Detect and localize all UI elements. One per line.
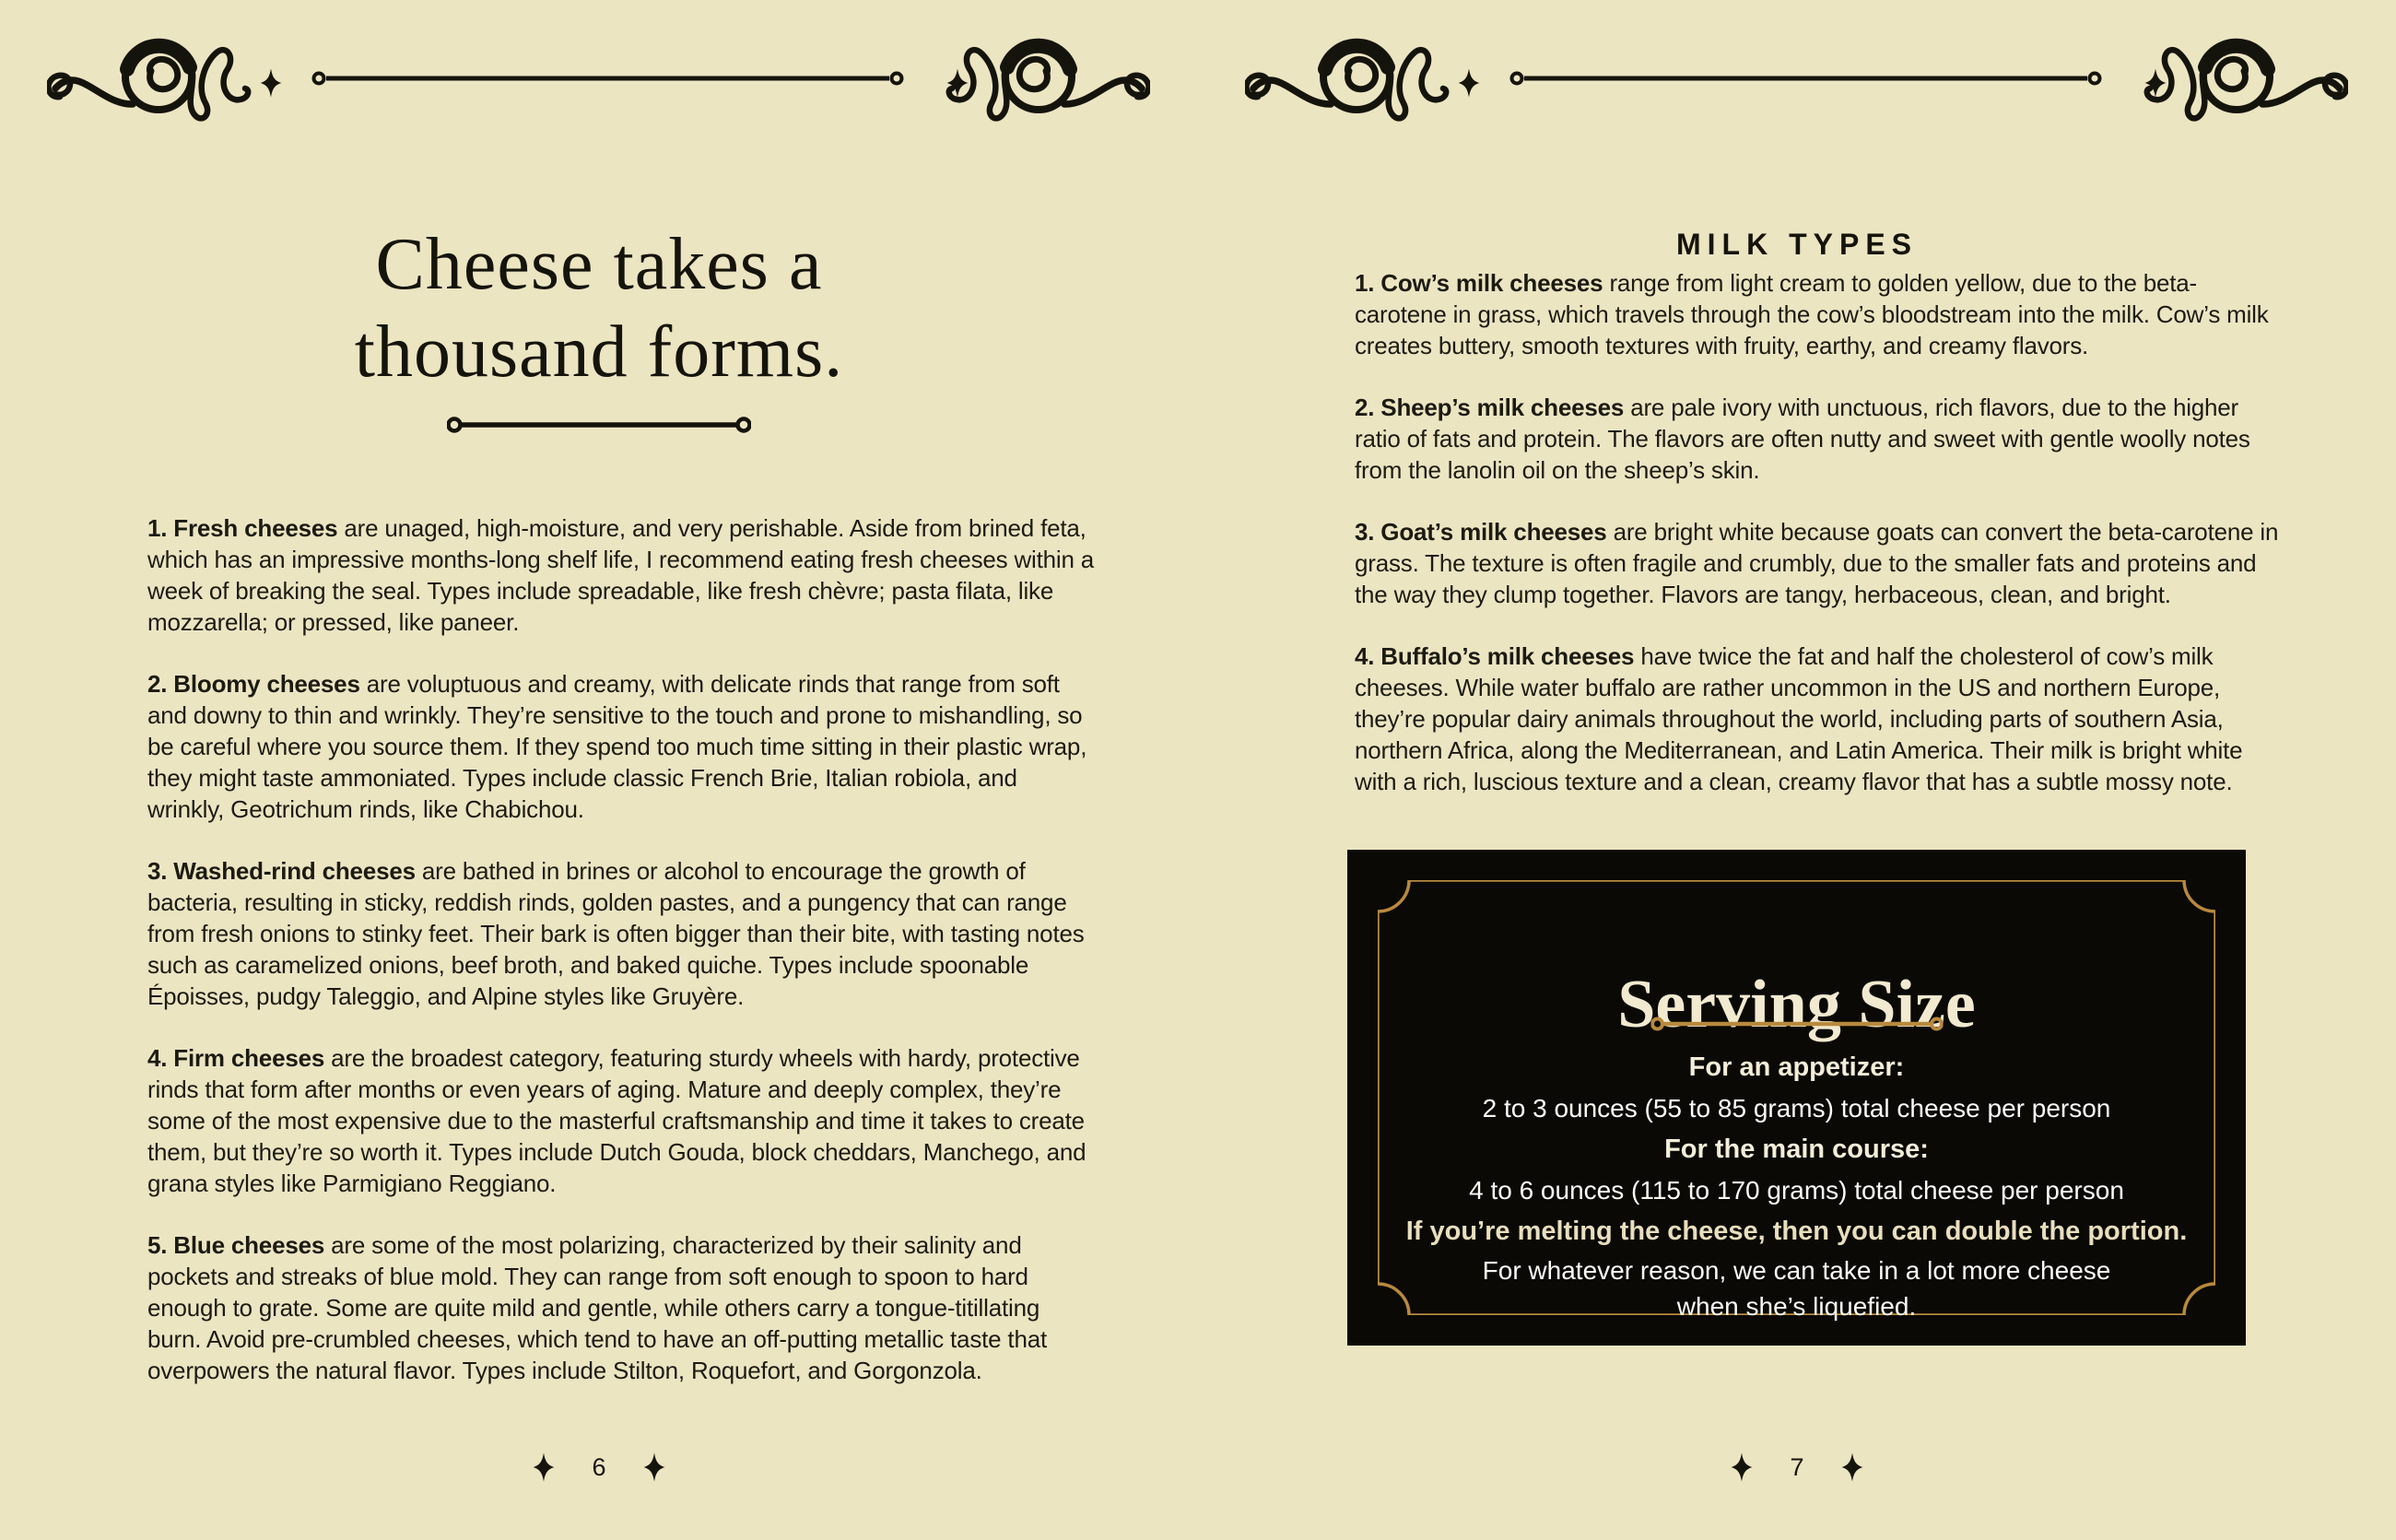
item-lead: Goat’s milk cheeses	[1380, 518, 1607, 546]
item-lead: Fresh cheeses	[173, 514, 338, 542]
item-text: are bright white because goats can convert the beta-carotene in grass. The texture is often fragile and crumbly, due to the smaller fats and proteins and the way they clump together. Flavors are tangy, herbaceous, clean, and bright.	[1355, 518, 2279, 608]
item-text: are some of the most polarizing, characterized by their salinity and pockets and streaks of blue mold. They can range from soft enough to spoon to hard enough to grate. Some are quite mild and gentle, while others carry a tongue-titillating burn. Avoid pre-crumbled cheeses, which tend to have an off-putting metallic taste that overpowers the natural flavor. Types include Stilton, Roquefort, and Gorgonzola.	[147, 1231, 1047, 1384]
item-lead: Buffalo’s milk cheeses	[1380, 642, 1635, 670]
cheese-forms-list	[147, 512, 1097, 1417]
header-flourish-ornament-icon	[47, 24, 1150, 122]
list-item	[147, 1042, 1097, 1199]
item-number: 4.	[147, 1044, 168, 1072]
item-lead: Blue cheeses	[173, 1231, 325, 1259]
sparkle-icon	[643, 1452, 665, 1482]
gold-divider-rule-icon	[1650, 1016, 1943, 1032]
list-item	[147, 668, 1097, 825]
item-number: 5.	[147, 1231, 168, 1259]
card-note-text: when she’s liquefied.	[1676, 1291, 1917, 1321]
sparkle-icon	[1841, 1452, 1863, 1482]
item-text: are the broadest category, featuring sturdy wheels with hardy, protective rinds that form after months or even years of aging. Mature and deeply complex, they’re some of the most expensive due to the masterful craftsmanship and time it takes to create them, but they’re so worth it. Types include Dutch Gouda, block cheddars, Manchego, and grana styles like Parmigiano Reggiano.	[147, 1044, 1086, 1197]
item-number: 1.	[147, 514, 168, 542]
item-number: 3.	[147, 857, 168, 885]
page-footer	[0, 1452, 1198, 1482]
item-text: are voluptuous and creamy, with delicate rinds that range from soft and downy to thin and wrinkly. They’re sensitive to the touch and prone to mishandling, so be careful where you source them. If they spend too much time sitting in their plastic wrap, they might taste ammoniated. Types include classic French Brie, Italian robiola, and wrinkly, Geotrichum rinds, like Chabichou.	[147, 670, 1087, 823]
right-page	[1198, 0, 2396, 1540]
card-group-value: 2 to 3 ounces (55 to 85 grams) total cheese per person	[1482, 1093, 2111, 1123]
item-text: are bathed in brines or alcohol to encourage the growth of bacteria, resulting in sticky, reddish rinds, golden pastes, and a pungency that can range from fresh onions to stinky feet. Their bark is often bigger than their bite, with tasting notes such as caramelized onions, beef broth, and baked quiche. Types include spoonable Époisses, pudgy Taleggio, and Alpine styles like Gruyère.	[147, 857, 1085, 1010]
list-item	[147, 512, 1097, 638]
list-item	[1355, 641, 2281, 797]
page-footer	[1198, 1452, 2396, 1482]
card-body	[1392, 1047, 2202, 1324]
card-title: Serving Size	[1617, 967, 1976, 1042]
item-lead: Cow’s milk cheeses	[1380, 269, 1603, 297]
item-number: 1.	[1355, 269, 1375, 297]
card-note-heading: If you’re melting the cheese, then you can double the portion.	[1405, 1217, 2188, 1246]
section-title: MILK TYPES	[1675, 227, 1918, 261]
list-item	[147, 1229, 1097, 1386]
item-text: are unaged, high-moisture, and very perishable. Aside from brined feta, which has an impressive months-long shelf life, I recommend eating fresh cheeses within a week of breaking the seal. Types include spreadable, like fresh chèvre; pasta filata, like mozzarella; or pressed, like paneer.	[147, 514, 1095, 636]
item-lead: Sheep’s milk cheeses	[1380, 394, 1625, 421]
sparkle-icon	[533, 1452, 555, 1482]
item-lead: Firm cheeses	[173, 1044, 325, 1072]
page-number: 7	[1790, 1452, 1804, 1481]
list-item	[1355, 392, 2281, 486]
list-item	[1355, 267, 2281, 361]
item-number: 2.	[1355, 394, 1375, 421]
sparkle-icon	[1731, 1452, 1753, 1482]
serving-size-card	[1347, 850, 2246, 1346]
item-number: 4.	[1355, 642, 1375, 670]
page-title-line2: thousand forms.	[354, 311, 844, 393]
card-note-text: For whatever reason, we can take in a lot more cheese	[1482, 1255, 2111, 1285]
page-title-line1: Cheese takes a	[375, 223, 823, 305]
page-title	[0, 221, 1198, 396]
header-flourish-ornament-icon	[1245, 24, 2348, 122]
card-group-value: 4 to 6 ounces (115 to 170 grams) total cheese per person	[1469, 1175, 2124, 1205]
item-text: have twice the fat and half the cholesterol of cow’s milk cheeses. While water buffalo are rather uncommon in the US and northern Europe, they’re popular dairy animals throughout the world, including parts of southern Asia, northern Africa, along the Mediterranean, and Latin America. Their milk is bright white with a rich, luscious texture and a clean, creamy flavor that has a subtle mossy note.	[1355, 642, 2243, 795]
item-number: 3.	[1355, 518, 1375, 546]
milk-types-list	[1355, 267, 2281, 828]
item-lead: Washed-rind cheeses	[173, 857, 416, 885]
page-number: 6	[592, 1452, 606, 1481]
list-item	[147, 855, 1097, 1012]
item-text: are pale ivory with unctuous, rich flavors, due to the higher ratio of fats and protein. The flavors are often nutty and sweet with gentle woolly notes from the lanolin oil on the sheep’s skin.	[1355, 394, 2250, 484]
card-group-heading: For an appetizer:	[1688, 1052, 1905, 1082]
item-text: range from light cream to golden yellow, due to the beta-carotene in grass, which travels through the cow’s bloodstream into the milk. Cow’s milk creates buttery, smooth textures with fruity, earthy, and creamy flavors.	[1355, 269, 2269, 359]
item-number: 2.	[147, 670, 168, 698]
divider-rule-icon	[447, 415, 751, 435]
item-lead: Bloomy cheeses	[173, 670, 360, 698]
list-item	[1355, 516, 2281, 610]
card-group-heading: For the main course:	[1664, 1134, 1929, 1164]
